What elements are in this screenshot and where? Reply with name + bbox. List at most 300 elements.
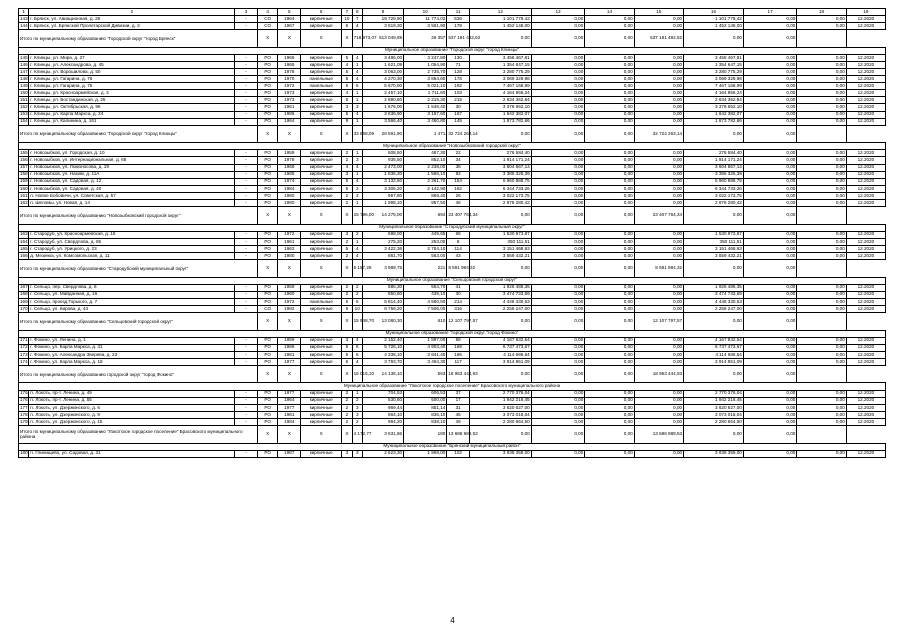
table-cell: 3 914 851,09 <box>684 358 744 365</box>
table-cell: 1974 <box>278 178 301 185</box>
table-cell: 58 <box>447 337 470 344</box>
table-cell: кирпичные <box>301 192 342 199</box>
table-cell: 316 <box>447 305 470 312</box>
table-cell: 4 448 330,53 <box>469 298 531 305</box>
table-cell: РО <box>257 231 278 238</box>
table-cell: 0,00 <box>531 418 585 425</box>
table-cell: 2 <box>342 252 352 259</box>
table-cell: 0,00 <box>634 358 683 365</box>
table-cell: 1 530 973,87 <box>684 231 744 238</box>
table-cell: 1964 <box>278 118 301 125</box>
table-cell: 0,00 <box>797 192 846 199</box>
table-cell: 0,00 <box>531 397 585 404</box>
table-cell: 1 <box>352 150 362 157</box>
table-cell: 12.2020 <box>846 252 885 259</box>
table-cell: 3 620 627,00 <box>684 404 744 411</box>
table-cell: 0,00 <box>531 252 585 259</box>
table-cell: 1 101 779,42 <box>469 16 531 23</box>
table-cell: 0,00 <box>634 344 683 351</box>
table-cell: 0,00 <box>585 61 634 68</box>
table-row <box>19 337 886 344</box>
table-cell: 2 <box>352 231 362 238</box>
table-cell: - <box>235 252 258 259</box>
section-header-row <box>19 277 886 284</box>
table-cell: 0,00 <box>585 344 634 351</box>
table-cell: 0,00 <box>531 54 585 61</box>
table-cell: 487,30 <box>404 150 447 157</box>
subtotal-cell: X <box>301 30 342 48</box>
table-cell: 5 <box>342 358 352 365</box>
table-cell: 5 <box>342 185 352 192</box>
table-cell: 12.2020 <box>846 164 885 171</box>
table-cell: 46 <box>447 199 470 206</box>
table-cell: 17 <box>447 397 470 404</box>
table-cell: 1 926 486,35 <box>469 284 531 291</box>
table-cell: 0,00 <box>797 178 846 185</box>
table-cell: 0,00 <box>634 238 683 245</box>
table-cell: 0,00 <box>743 298 797 305</box>
table-cell: 1964 <box>278 397 301 404</box>
table-cell: г. Клинцы, ул. Мира, д. 27 <box>29 54 235 61</box>
table-cell: 0,00 <box>743 61 797 68</box>
table-cell: 0,00 <box>585 104 634 111</box>
subtotal-cell: 28 591,90 <box>362 125 403 143</box>
table-cell: г. Клинцы, ул. Калинина, д. 161 <box>29 118 235 125</box>
table-cell: 0,00 <box>797 238 846 245</box>
table-cell: 3 069 329,98 <box>469 76 531 83</box>
table-cell: 71 <box>447 61 470 68</box>
table-cell: 0,00 <box>585 411 634 418</box>
table-cell: 8 <box>447 238 470 245</box>
table-cell: 6 <box>352 344 362 351</box>
subtotal-cell: X <box>342 365 352 383</box>
table-cell: 2 <box>352 185 362 192</box>
table-cell: 0,00 <box>797 199 846 206</box>
table-cell: 2 280 664,50 <box>684 418 744 425</box>
table-cell: 0,00 <box>634 54 683 61</box>
subtotal-cell: X <box>257 365 278 383</box>
table-cell: 275,20 <box>362 238 403 245</box>
table-cell: 5 <box>342 23 352 30</box>
table-cell: 3 073 018,04 <box>684 411 744 418</box>
table-cell: 0,00 <box>797 157 846 164</box>
table-cell: РО <box>257 68 278 75</box>
table-cell: п. Локоть, ул. Дзержинского, д. 15 <box>29 418 235 425</box>
table-cell: 0,00 <box>797 390 846 397</box>
table-cell: 0,00 <box>797 245 846 252</box>
table-cell: - <box>235 23 258 30</box>
table-cell: 167 <box>20 284 28 290</box>
subtotal-cell: 15 948,70 <box>352 313 362 331</box>
table-cell: 0,00 <box>797 171 846 178</box>
table-cell: РО <box>257 397 278 404</box>
table-cell: - <box>235 358 258 365</box>
table-row <box>19 192 886 199</box>
table-cell: 0,00 <box>634 90 683 97</box>
table-row <box>19 390 886 397</box>
table-cell: 0,00 <box>531 231 585 238</box>
table-cell: - <box>235 104 258 111</box>
table-cell: 3 566,40 <box>362 118 403 125</box>
table-cell: 0,00 <box>531 298 585 305</box>
table-cell: 2 <box>342 390 352 397</box>
subtotal-cell: 13 686 989,53 <box>447 426 470 444</box>
table-cell: кирпичные <box>301 390 342 397</box>
table-cell: 0,00 <box>585 150 634 157</box>
table-cell: кирпичные <box>301 199 342 206</box>
table-cell: 4 <box>352 358 362 365</box>
table-cell: 0,00 <box>531 337 585 344</box>
table-cell: 1 <box>352 171 362 178</box>
table-row <box>19 351 886 358</box>
table-cell: 0,00 <box>531 164 585 171</box>
table-cell: 34 <box>447 157 470 164</box>
table-cell: 4 448 330,53 <box>684 298 744 305</box>
table-cell: 30 <box>447 291 470 298</box>
table-cell: г. Стародуб, ул. Красноармейская, д. 16 <box>29 231 235 238</box>
table-cell: 836,10 <box>404 411 447 418</box>
table-cell: 12.2020 <box>846 404 885 411</box>
table-cell: 102 <box>447 450 470 457</box>
subtotal-cell: X <box>278 207 301 225</box>
table-cell: 12.2020 <box>846 76 885 83</box>
table-cell: 0,00 <box>585 111 634 118</box>
table-cell: 2 890,60 <box>362 97 403 104</box>
subtotal-cell: 33 868,09 <box>352 125 362 143</box>
subtotal-cell: 3 631,86 <box>362 426 403 444</box>
section-header-row <box>19 443 886 450</box>
table-cell: 0,00 <box>743 418 797 425</box>
table-cell: 2 <box>342 238 352 245</box>
table-cell: 156 <box>20 157 28 163</box>
table-cell: кирпичные <box>301 90 342 97</box>
table-cell: 0,00 <box>634 104 683 111</box>
subtotal-cell: 0,00 <box>469 207 531 225</box>
table-cell: 1 <box>352 90 362 97</box>
table-cell: 3 <box>352 104 362 111</box>
table-cell: 144 <box>20 22 28 28</box>
table-cell: кирпичные <box>301 404 342 411</box>
subtotal-cell: X <box>257 207 278 225</box>
table-cell: 0,00 <box>585 404 634 411</box>
table-cell: 2 258 247,00 <box>469 305 531 312</box>
table-cell: 851,14 <box>404 404 447 411</box>
table-cell: кирпичные <box>301 305 342 312</box>
table-cell: 3 636,90 <box>362 111 403 118</box>
table-cell: 0,00 <box>585 284 634 291</box>
table-cell: 864,10 <box>362 411 403 418</box>
table-cell: РО <box>257 178 278 185</box>
subtotal-cell: 0,00 <box>585 207 634 225</box>
table-cell: 0,00 <box>743 164 797 171</box>
table-cell: 0,00 <box>531 192 585 199</box>
table-cell: 179 <box>447 23 470 30</box>
subtotal-cell: 14 136,10 <box>362 365 403 383</box>
table-cell: 117 <box>447 358 470 365</box>
subtotal-cell: 0,00 <box>743 260 797 278</box>
table-row <box>19 90 886 97</box>
table-cell: 3 474 733,69 <box>469 291 531 298</box>
table-cell: 1 <box>352 118 362 125</box>
table-cell: - <box>235 16 258 23</box>
table-row <box>19 284 886 291</box>
table-cell: 1973 <box>278 97 301 104</box>
table-cell: 1970 <box>278 76 301 83</box>
subtotal-cell: 0,00 <box>684 313 744 331</box>
table-cell: 148 <box>20 75 28 81</box>
table-cell: 5 <box>342 178 352 185</box>
table-cell: г. Сельцо, ул. Майданная, д. 16 <box>29 291 235 298</box>
table-cell: 12.2020 <box>846 90 885 97</box>
table-cell: 1982 <box>278 305 301 312</box>
table-cell: 12.2020 <box>846 397 885 404</box>
table-cell: 167 <box>447 111 470 118</box>
table-cell: 1977 <box>278 390 301 397</box>
subtotal-cell: 18 953 444,93 <box>634 365 683 383</box>
table-cell: 1 354 647,15 <box>469 61 531 68</box>
subtotal-cell: X <box>342 125 352 143</box>
section-title: Муниципальное образование "городской округ "город Фокино" <box>19 330 886 337</box>
subtotal-cell: 0,00 <box>469 30 531 48</box>
table-cell: 0,00 <box>634 192 683 199</box>
table-cell: 0,00 <box>634 411 683 418</box>
table-cell: 554,70 <box>404 284 447 291</box>
table-cell: 169 <box>20 298 28 304</box>
subtotal-cell: 0,00 <box>684 426 744 444</box>
table-cell: - <box>235 305 258 312</box>
table-cell: 2 473,00 <box>362 164 403 171</box>
table-cell: 606,53 <box>404 390 447 397</box>
table-row <box>19 171 886 178</box>
table-cell: 1 621,09 <box>362 61 403 68</box>
subtotal-cell: 0,00 <box>531 125 585 143</box>
table-cell: 4 114 686,64 <box>469 351 531 358</box>
table-cell: 4 <box>342 90 352 97</box>
table-row <box>19 157 886 164</box>
subtotal-cell: X <box>342 313 352 331</box>
table-cell: 4 114 686,64 <box>684 351 744 358</box>
subtotal-cell: 0,00 <box>469 365 531 383</box>
table-cell: 0,00 <box>531 171 585 178</box>
subtotal-cell: 0,00 <box>469 125 531 143</box>
table-cell: 176 <box>20 397 28 403</box>
table-cell: 3 474 733,69 <box>684 291 744 298</box>
table-cell: п. Локоть, пр-т. Ленина, д. 49 <box>29 390 235 397</box>
table-cell: РО <box>257 111 278 118</box>
subtotal-cell: 23 407 764,34 <box>447 207 470 225</box>
empty-cell <box>797 260 846 278</box>
table-cell: 12.2020 <box>846 305 885 312</box>
table-cell: 2 <box>342 192 352 199</box>
table-cell: 0,00 <box>585 358 634 365</box>
table-cell: 2 878 280,42 <box>469 199 531 206</box>
table-cell: 150 <box>20 90 28 95</box>
table-cell: кирпичные <box>301 284 342 291</box>
section-title: Муниципальное образование "Сельцовский городской округ" <box>19 277 886 284</box>
table-cell: 0,00 <box>531 450 585 457</box>
table-cell: 1978 <box>278 157 301 164</box>
table-cell: - <box>235 291 258 298</box>
table-cell: 12.2020 <box>846 61 885 68</box>
subtotal-cell: X <box>342 207 352 225</box>
table-cell: 3 151 468,93 <box>684 245 744 252</box>
table-cell: РО <box>257 418 278 425</box>
table-cell: п. Локоть, пр-т. Ленина, д. 55 <box>29 397 235 404</box>
table-cell: 2 261,70 <box>404 178 447 185</box>
column-number-cell: 17 <box>743 9 797 16</box>
table-row <box>19 68 886 75</box>
table-cell: РО <box>257 351 278 358</box>
table-cell: 0,00 <box>634 97 683 104</box>
table-cell: 0,00 <box>531 344 585 351</box>
table-cell: 1973 <box>278 90 301 97</box>
table-cell: - <box>235 54 258 61</box>
table-cell: 0,00 <box>531 150 585 157</box>
table-cell: 0,00 <box>797 337 846 344</box>
table-cell: 12.2020 <box>846 351 885 358</box>
table-cell: 178 <box>20 411 28 417</box>
table-cell: 8 759,20 <box>362 305 403 312</box>
table-cell: 0,00 <box>585 252 634 259</box>
page-number: 4 <box>450 616 455 625</box>
table-cell: 1978 <box>278 68 301 75</box>
section-header-row <box>19 224 886 231</box>
table-cell: г. Клинцы, ул. Гагарина, д. 76 <box>29 76 235 83</box>
table-cell: 0,00 <box>585 397 634 404</box>
table-cell: РО <box>257 390 278 397</box>
table-cell: 3 151 468,93 <box>469 245 531 252</box>
table-cell: 1966 <box>278 54 301 61</box>
column-number-cell: 1 <box>19 9 29 16</box>
table-cell: 4 167 832,54 <box>684 337 744 344</box>
subtotal-cell: 0,00 <box>531 313 585 331</box>
subtotal-cell: 23 407 764,34 <box>634 207 683 225</box>
table-cell: 1 452 148,00 <box>684 23 744 30</box>
table-row <box>19 231 886 238</box>
table-cell: - <box>235 199 258 206</box>
subtotal-cell: 0,00 <box>684 365 744 383</box>
table-cell: 3 559 432,21 <box>684 252 744 259</box>
table-cell: 12.2020 <box>846 171 885 178</box>
table-cell: 0,00 <box>531 305 585 312</box>
table-cell: 0,00 <box>743 291 797 298</box>
subtotal-cell: 0,00 <box>531 207 585 225</box>
table-cell: 3 620 627,00 <box>469 404 531 411</box>
table-cell: РО <box>257 404 278 411</box>
table-cell: 0,00 <box>743 16 797 23</box>
table-cell: 10 <box>342 16 352 23</box>
subtotal-label: Итого по муниципальному образованию "Новозыбковский городской округ" <box>19 207 258 225</box>
table-cell: 861,70 <box>362 252 403 259</box>
subtotal-cell: X <box>301 426 342 444</box>
table-cell: 0,00 <box>634 76 683 83</box>
table-row <box>19 185 886 192</box>
subtotal-label: Итого по муниципальному образованию "Сельцовский городской округ" <box>19 313 258 331</box>
table-row <box>19 97 886 104</box>
table-cell: кирпичные <box>301 231 342 238</box>
table-cell: 5 <box>342 111 352 118</box>
table-cell: 530,60 <box>362 397 403 404</box>
table-cell: 0,00 <box>797 305 846 312</box>
table-cell: 0,00 <box>634 164 683 171</box>
table-cell: 12.2020 <box>846 358 885 365</box>
subtotal-cell: 537 181 482,62 <box>447 30 470 48</box>
table-cell: 153 <box>20 111 28 117</box>
table-cell: 3 <box>352 404 362 411</box>
table-row <box>19 199 886 206</box>
table-cell: 0,00 <box>531 404 585 411</box>
table-cell: 215 <box>447 97 470 104</box>
table-cell: кирпичные <box>301 150 342 157</box>
table-cell: РО <box>257 76 278 83</box>
table-cell: - <box>235 238 258 245</box>
subtotal-cell: 32 724 263,14 <box>634 125 683 143</box>
table-cell: 1964 <box>278 16 301 23</box>
table-cell: 214 <box>447 298 470 305</box>
table-row <box>19 54 886 61</box>
table-cell: 1961 <box>278 238 301 245</box>
table-cell: 0,00 <box>797 231 846 238</box>
table-cell: 10 <box>352 305 362 312</box>
table-cell: г. Клинцы, ул. Красноармейская, д. 3 <box>29 90 235 97</box>
table-cell: - <box>235 97 258 104</box>
subtotal-cell: X <box>257 313 278 331</box>
table-cell: РО <box>257 337 278 344</box>
table-cell: 1984 <box>278 185 301 192</box>
table-cell: - <box>235 418 258 425</box>
table-cell: 5 960 888,75 <box>469 178 531 185</box>
table-cell: 0,00 <box>797 164 846 171</box>
table-row <box>19 418 886 425</box>
table-cell: 0,00 <box>743 23 797 30</box>
table-cell: 0,00 <box>797 104 846 111</box>
table-cell: 0,00 <box>634 157 683 164</box>
table-cell: 0,00 <box>531 358 585 365</box>
table-cell: РО <box>257 291 278 298</box>
subtotal-cell: 0,00 <box>469 426 531 444</box>
table-cell: 4 <box>352 68 362 75</box>
table-row <box>19 104 886 111</box>
table-cell: 0,00 <box>797 418 846 425</box>
subtotal-cell: X <box>257 260 278 278</box>
table-cell: 1981 <box>278 351 301 358</box>
table-cell: 0,00 <box>634 171 683 178</box>
table-cell: 2 634 352,84 <box>684 97 744 104</box>
table-cell: 1 <box>352 199 362 206</box>
subtotal-row <box>19 260 886 278</box>
table-cell: 1977 <box>278 404 301 411</box>
table-cell: 168 <box>20 291 28 297</box>
table-cell: 12.2020 <box>846 298 885 305</box>
table-cell: д. Мезинка, ул. Комсомольская, д. 11 <box>29 252 235 259</box>
table-cell: 0,00 <box>797 76 846 83</box>
table-cell: 3 073 018,04 <box>469 411 531 418</box>
table-cell: 12.2020 <box>846 238 885 245</box>
table-cell: 3 280 775,29 <box>684 68 744 75</box>
table-cell: 0,00 <box>634 252 683 259</box>
table-cell: 6 737 473,67 <box>684 344 744 351</box>
table-cell: 0,00 <box>797 284 846 291</box>
table-cell: 586,30 <box>362 284 403 291</box>
subtotal-cell: 718 973,07 <box>352 30 362 48</box>
column-number-cell: 8 <box>352 9 362 16</box>
subtotal-cell: X <box>278 125 301 143</box>
table-cell: 957,80 <box>362 192 403 199</box>
table-cell: 3 494,30 <box>404 358 447 365</box>
table-cell: 0,00 <box>743 305 797 312</box>
table-cell: 0,00 <box>634 185 683 192</box>
subtotal-cell: 0,00 <box>684 260 744 278</box>
